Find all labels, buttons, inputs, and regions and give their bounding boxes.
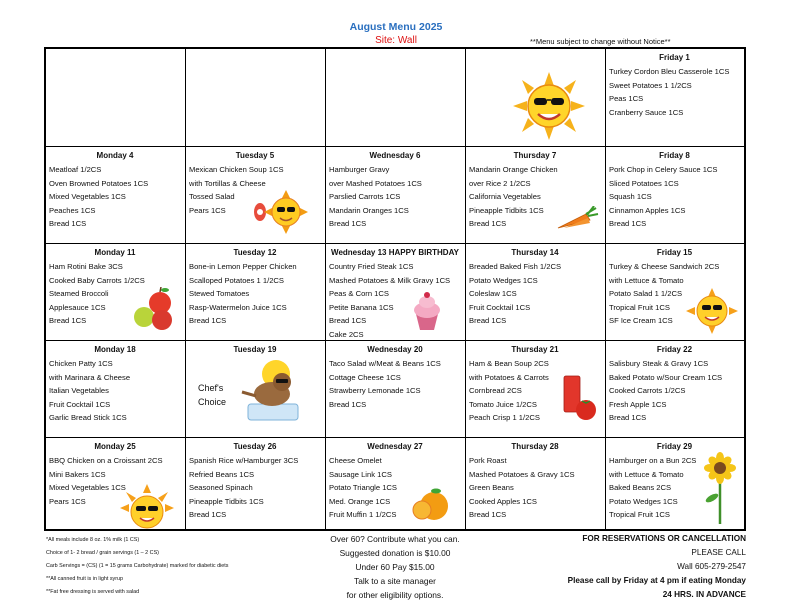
menu-title: August Menu 2025 [349, 21, 443, 33]
menu-item: Bread 1CS [609, 413, 647, 423]
menu-item: Stewed Tomatoes [189, 289, 250, 299]
menu-item: Peas 1CS [609, 94, 644, 104]
menu-item: Fruit Cocktail 1CS [49, 399, 111, 409]
menu-item: with Potatoes & Carrots [469, 372, 549, 382]
dog-in-sunglasses-icon [236, 356, 308, 426]
menu-item: Mashed Potatoes & Milk Gravy 1CS [329, 275, 451, 285]
call-deadline: Please call by Friday at 4 pm if eating Monday [567, 576, 746, 585]
menu-item: Tropical Fruit 1CS [609, 302, 670, 312]
day-cell [186, 244, 326, 341]
menu-item: Bread 1CS [469, 316, 507, 326]
chefs-choice-label [198, 381, 226, 409]
day-heading: Monday 18 [94, 345, 136, 354]
menu-item: with Marinara & Cheese [49, 372, 131, 382]
menu-item: Cornbread 2CS [469, 386, 522, 396]
menu-item: Potato Salad 1 1/2CS [609, 289, 683, 299]
menu-item: Turkey & Cheese Sandwich 2CS [609, 262, 720, 271]
day-heading: Tuesday 19 [233, 345, 277, 354]
menu-item: Bread 1CS [469, 510, 507, 520]
chefs-choice-line: Choice [198, 397, 227, 407]
menu-item: Ham Rotini Bake 3CS [49, 262, 123, 271]
site-name: Site: Wall [375, 35, 417, 46]
menu-item: Taco Salad w/Meat & Beans 1CS [329, 359, 441, 368]
footer-note: Choice of 1- 2 bread / grain servings (1 – 2 CS) [46, 550, 159, 556]
menu-item: BBQ Chicken on a Croissant 2CS [49, 456, 163, 465]
menu-item: Parslied Carrots 1CS [329, 192, 401, 202]
menu-item: Mini Bakers 1CS [49, 469, 106, 479]
menu-item: Garlic Bread Stick 1CS [49, 413, 127, 423]
menu-item: Bread 1CS [189, 510, 227, 520]
day-heading: Monday 4 [96, 151, 134, 160]
day-heading: Friday 29 [656, 442, 693, 451]
day-cell [326, 147, 466, 244]
day-heading: Tuesday 5 [235, 151, 275, 160]
day-heading: Thursday 28 [511, 442, 559, 451]
day-cell [326, 244, 466, 341]
menu-item: Potato Wedges 1CS [469, 275, 538, 285]
menu-item: Sweet Potatoes 1 1/2CS [609, 80, 692, 90]
day-heading: Wednesday 13 HAPPY BIRTHDAY [331, 248, 459, 257]
menu-item: Scalloped Potatoes 1 1/2CS [189, 275, 284, 285]
contribution-line: for other eligibility options. [346, 590, 444, 600]
chefs-choice-line: Chef's [198, 383, 224, 393]
menu-item: Country Fried Steak 1CS [329, 262, 414, 271]
menu-item: Mexican Chicken Soup 1CS [189, 165, 284, 174]
menu-item: Pork Chop in Celery Sauce 1CS [609, 165, 718, 174]
day-heading: Friday 15 [656, 248, 693, 257]
menu-item: Sausage Link 1CS [329, 469, 392, 479]
day-cell [606, 49, 744, 147]
footer-note: Carb Servings = (CS) (1 = 15 grams Carbohydrate) marked for diabetic diets [46, 563, 229, 569]
menu-item: Salisbury Steak & Gravy 1CS [609, 359, 709, 368]
menu-item: Cottage Cheese 1CS [329, 372, 401, 382]
sun-icon [682, 288, 742, 334]
contribution-line: Talk to a site manager [354, 576, 436, 586]
menu-item: Baked Potato w/Sour Cream 1CS [609, 372, 723, 382]
menu-item: Bone-in Lemon Pepper Chicken [189, 262, 297, 271]
menu-item: Bread 1CS [609, 219, 647, 229]
day-heading: Tuesday 12 [233, 248, 277, 257]
day-heading: Friday 8 [659, 151, 690, 160]
contribution-line: Suggested donation is $10.00 [339, 548, 451, 558]
cupcake-icon [410, 290, 444, 332]
day-cell [466, 438, 606, 529]
phone-number: Wall 605-279-2547 [677, 562, 746, 571]
menu-item: Pineapple Tidbits 1CS [189, 496, 264, 506]
menu-item: Seasoned Spinach [189, 483, 253, 493]
menu-item: Bread 1CS [49, 316, 87, 326]
menu-item: Baked Beans 2CS [609, 483, 672, 493]
menu-item: Hamburger on a Bun 2CS [609, 456, 697, 465]
menu-item: Peas & Corn 1CS [329, 289, 389, 299]
day-cell [466, 244, 606, 341]
menu-item: Bread 1CS [49, 219, 87, 229]
menu-item: Mashed Potatoes & Gravy 1CS [469, 469, 575, 479]
contribution-line: Under 60 Pay $15.00 [355, 562, 435, 572]
tomato-juice-icon [560, 374, 600, 422]
menu-item: Steamed Broccoli [49, 289, 109, 299]
footer-note: **All canned fruit is in light syrup [46, 576, 124, 582]
day-cell [606, 147, 744, 244]
menu-item: Bread 1CS [329, 219, 367, 229]
menu-item: Pears 1CS [49, 496, 86, 506]
day-cell [46, 147, 186, 244]
menu-item: Meatloaf 1/2CS [49, 165, 102, 174]
menu-item: Oven Browned Potatoes 1CS [49, 178, 149, 188]
menu-notice: **Menu subject to change without Notice** [530, 37, 671, 46]
menu-item: with Lettuce & Tomato [609, 275, 684, 285]
menu-item: Sliced Potatoes 1CS [609, 178, 679, 188]
menu-item: Chicken Patty 1CS [49, 359, 113, 368]
reservation-info [510, 532, 746, 602]
day-heading: Monday 11 [94, 248, 136, 257]
menu-item: over Rice 2 1/2CS [469, 178, 531, 188]
sun-with-sunglasses-icon [508, 70, 590, 142]
orange-icon [412, 488, 450, 522]
day-cell [46, 49, 186, 147]
day-cell [46, 341, 186, 438]
menu-item: Cooked Apples 1CS [469, 496, 537, 506]
day-heading: Monday 25 [94, 442, 136, 451]
menu-item: Rasp-Watermelon Juice 1CS [189, 302, 287, 312]
menu-item: SF Ice Cream 1CS [609, 316, 673, 326]
day-cell [606, 341, 744, 438]
footer-notes [46, 534, 326, 599]
day-heading: Wednesday 6 [369, 151, 421, 160]
menu-item: Fresh Apple 1CS [609, 399, 667, 409]
day-heading: Thursday 7 [513, 151, 557, 160]
footer-note: **Fat free dressing is served with salad [46, 589, 140, 595]
menu-item: Pork Roast [469, 456, 507, 465]
menu-item: Fruit Muffin 1 1/2CS [329, 510, 397, 520]
reservation-heading: FOR RESERVATIONS OR CANCELLATION [582, 534, 746, 543]
menu-item: Bread 1CS [329, 399, 367, 409]
advance-notice: 24 HRS. IN ADVANCE [662, 590, 746, 599]
day-cell [326, 49, 466, 147]
menu-item: Breaded Baked Fish 1/2CS [469, 262, 562, 271]
menu-item: Italian Vegetables [49, 386, 109, 396]
day-cell [186, 438, 326, 529]
menu-item: Tropical Fruit 1CS [609, 510, 670, 520]
menu-item: Cinnamon Apples 1CS [609, 205, 686, 215]
menu-item: Bread 1CS [469, 219, 507, 229]
carrot-icon [554, 206, 600, 232]
menu-item: Mandarin Oranges 1CS [329, 205, 409, 215]
menu-item: California Vegetables [469, 192, 541, 202]
menu-item: with Lettuce & Tomato [609, 469, 684, 479]
please-call: PLEASE CALL [691, 548, 746, 557]
contribution-line: Over 60? Contribute what you can. [330, 534, 460, 544]
menu-item: Cake 2CS [329, 329, 364, 339]
menu-item: Spanish Rice w/Hamburger 3CS [189, 456, 299, 465]
menu-item: Hamburger Gravy [329, 165, 390, 174]
menu-item: Cooked Baby Carrots 1/2CS [49, 275, 145, 285]
menu-item: Mixed Vegetables 1CS [49, 483, 126, 493]
menu-item: Potato Triangle 1CS [329, 483, 397, 493]
menu-item: over Mashed Potatoes 1CS [329, 178, 422, 188]
day-heading: Friday 22 [656, 345, 693, 354]
menu-item: Potato Wedges 1CS [609, 496, 678, 506]
menu-item: Pears 1CS [189, 205, 226, 215]
apples-icon [130, 287, 178, 333]
menu-item: Cheese Omelet [329, 456, 382, 465]
sunflower-icon [702, 452, 738, 524]
menu-item: Tossed Salad [189, 192, 235, 202]
menu-item: Med. Orange 1CS [329, 496, 391, 506]
menu-item: Turkey Cordon Bleu Casserole 1CS [609, 67, 730, 76]
menu-item: Fruit Cocktail 1CS [469, 302, 531, 312]
sun-with-fan-icon [246, 190, 312, 236]
menu-item: Applesauce 1CS [49, 302, 106, 312]
menu-item: Petite Banana 1CS [329, 302, 394, 312]
menu-item: Mixed Vegetables 1CS [49, 192, 126, 202]
day-cell [186, 49, 326, 147]
footer-note: *All meals include 8 oz. 1% milk (1 CS) [46, 537, 140, 543]
menu-item: Mandarin Orange Chicken [469, 165, 558, 174]
menu-item: Pineapple Tidbits 1CS [469, 205, 544, 215]
day-heading: Tuesday 26 [233, 442, 277, 451]
menu-item: Bread 1CS [189, 316, 227, 326]
day-heading: Thursday 14 [511, 248, 559, 257]
menu-item: Peaches 1CS [49, 205, 96, 215]
menu-item: Squash 1CS [609, 192, 652, 202]
day-heading: Wednesday 20 [367, 345, 423, 354]
menu-item: Strawberry Lemonade 1CS [329, 386, 421, 396]
menu-item: Coleslaw 1CS [469, 289, 517, 299]
menu-item: with Tortillas & Cheese [189, 178, 266, 188]
day-heading: Wednesday 27 [367, 442, 423, 451]
day-cell [326, 341, 466, 438]
menu-item: Ham & Bean Soup 2CS [469, 359, 549, 368]
menu-item: Cooked Carrots 1/2CS [609, 386, 686, 396]
sun-with-sunglasses-icon [112, 484, 182, 530]
day-heading: Friday 1 [659, 53, 690, 62]
menu-item: Cranberry Sauce 1CS [609, 107, 684, 117]
menu-item: Refried Beans 1CS [189, 469, 255, 479]
menu-item: Green Beans [469, 483, 514, 493]
day-heading: Thursday 21 [511, 345, 559, 354]
menu-item: Bread 1CS [329, 316, 367, 326]
menu-item: Tomato Juice 1/2CS [469, 399, 537, 409]
contribution-info [320, 532, 470, 602]
menu-item: Peach Crisp 1 1/2CS [469, 413, 540, 423]
